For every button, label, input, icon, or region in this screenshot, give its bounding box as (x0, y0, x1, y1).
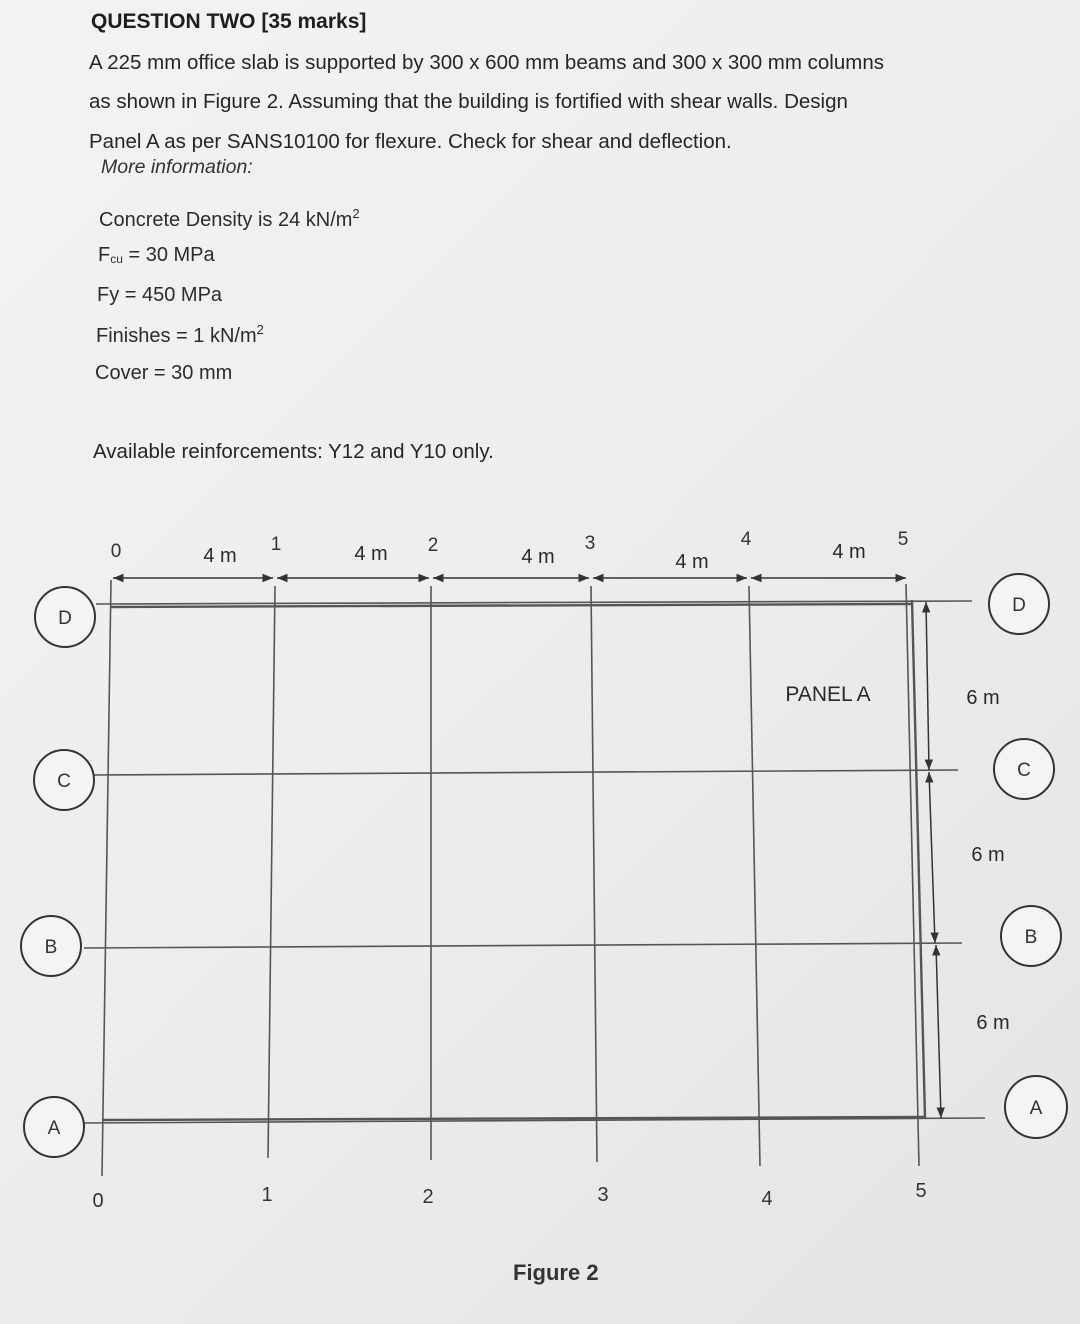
top-label-0: 0 (110, 541, 122, 562)
bottom-label-3: 3 (597, 1184, 609, 1206)
span-x-1-2: 4 m (354, 543, 388, 565)
bottom-label-4: 4 (761, 1188, 773, 1210)
left-bubble-a: A (47, 1118, 61, 1139)
dim-y-b-a (936, 945, 941, 1118)
span-x-0-1: 4 m (203, 545, 237, 567)
right-bubble-a: A (1029, 1098, 1043, 1119)
concrete-density-exponent: 2 (352, 206, 360, 221)
span-y-c-b: 6 m (971, 844, 1005, 866)
fcu-number: = 30 MPa (122, 244, 215, 266)
fcu-symbol: F (98, 244, 111, 266)
top-label-3: 3 (584, 533, 596, 554)
span-y-d-c: 6 m (966, 687, 1000, 709)
top-label-5: 5 (897, 529, 909, 550)
gridline-3 (591, 586, 597, 1162)
concrete-density-text: Concrete Density is 24 kN/m (99, 209, 353, 231)
question-line-1: A 225 mm office slab is supported by 300 x 600 mm beams and 300 x 300 mm columns (89, 51, 884, 74)
dim-y-c-b (929, 772, 935, 943)
left-bubble-d: D (58, 608, 72, 629)
bottom-label-2: 2 (422, 1186, 434, 1208)
gridline-b (84, 943, 962, 948)
top-label-2: 2 (427, 535, 439, 556)
panel-a-label: PANEL A (785, 683, 871, 706)
bottom-label-0: 0 (92, 1190, 104, 1212)
bottom-label-1: 1 (261, 1184, 273, 1206)
fcu-subscript: cu (110, 252, 123, 266)
finishes-text: Finishes = 1 kN/m (96, 325, 257, 347)
question-title: QUESTION TWO [35 marks] (91, 10, 367, 33)
span-x-4-5: 4 m (832, 541, 866, 563)
question-line-2: as shown in Figure 2. Assuming that the building is fortified with shear walls. Design (89, 90, 848, 113)
bottom-label-5: 5 (915, 1180, 927, 1202)
left-bubble-b: B (44, 937, 58, 958)
available-reinforcements: Available reinforcements: Y12 and Y10 only. (93, 440, 494, 463)
gridline-5-double (912, 600, 925, 1118)
span-y-b-a: 6 m (976, 1012, 1010, 1034)
span-x-2-3: 4 m (521, 546, 555, 568)
question-line-3: Panel A as per SANS10100 for flexure. Check for shear and deflection. (89, 130, 732, 153)
gridline-c (92, 770, 958, 775)
top-label-1: 1 (270, 534, 282, 555)
dim-y-d-c (926, 602, 929, 770)
gridline-4 (749, 586, 760, 1166)
more-information-heading: More information: (101, 156, 253, 178)
top-label-4: 4 (740, 529, 752, 550)
right-bubble-b: B (1024, 927, 1038, 948)
cover-value: Cover = 30 mm (95, 362, 233, 384)
gridline-5 (906, 584, 919, 1166)
gridline-d-double (111, 604, 912, 607)
fy-value: Fy = 450 MPa (97, 284, 223, 306)
right-bubble-c: C (1017, 760, 1031, 781)
gridline-0 (102, 580, 111, 1176)
finishes-exponent: 2 (256, 322, 264, 337)
right-bubble-d: D (1012, 595, 1026, 616)
left-bubble-c: C (57, 771, 71, 792)
span-x-3-4: 4 m (675, 551, 709, 573)
gridline-1 (268, 586, 275, 1158)
figure-caption: Figure 2 (513, 1260, 599, 1285)
